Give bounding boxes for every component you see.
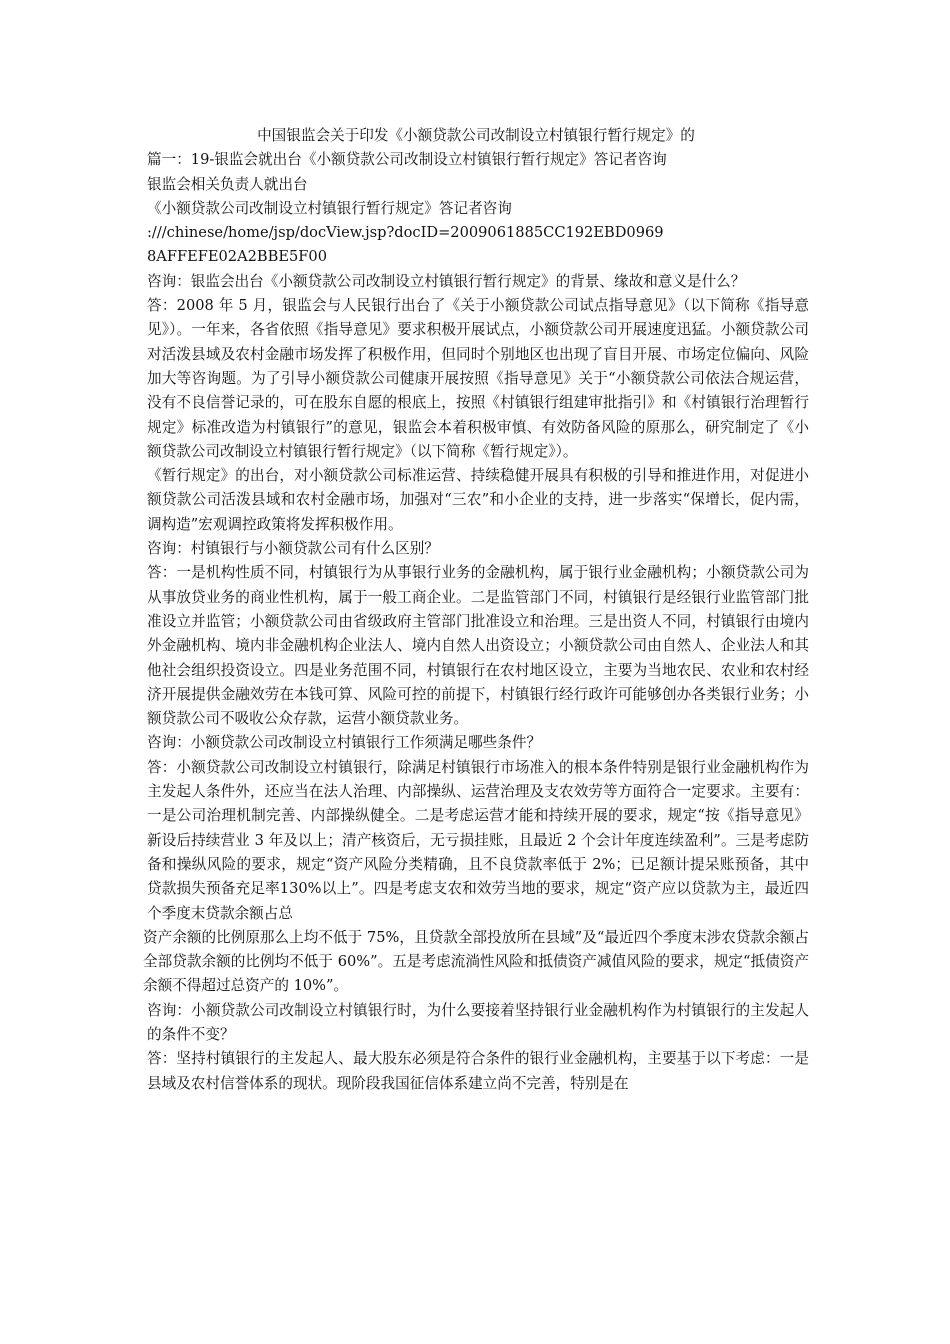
question-paragraph: 咨询：村镇银行与小额贷款公司有什么区别？ bbox=[147, 540, 439, 558]
question-paragraph: 咨询：银监会出台《小额贷款公司改制设立村镇银行暂行规定》的背景、缘故和意义是什么？ bbox=[147, 272, 746, 290]
body-paragraph: 《暂行规定》的出台，对小额贷款公司标准运营、持续稳健开展具有积极的引导和推进作用，对促进小额贷款公司活泼县域和农村金融市场，加强对“三农”和小企业的支持，进一步落实“保增长，促内需，调构造”宏观调控政策将发挥积极作用。 bbox=[147, 467, 809, 533]
answer-paragraph: 答：一是机构性质不同，村镇银行为从事银行业务的金融机构，属于银行业金融机构；小额贷款公司为从事放贷业务的商业性机构，属于一般工商企业。二是监管部门不同，村镇银行是经银行业监管部门批准设立并监管；小额贷款公司由省级政府主管部门批准设立和治理。三是出资人不同，村镇银行由境内外金融机构、境内非金融机构企业法人、境内自然人出资设立；小额贷款公司由自然人、企业法人和其他社会组织投资设立。四是业务范围不同，村镇银行在农村地区设立，主要为当地农民、农业和农村经济开展提供金融效劳在本钱可算、风险可控的前提下，村镇银行经行政许可能够创办各类银行业务；小额贷款公司不吸收公众存款，运营小额贷款业务。 bbox=[147, 564, 809, 728]
document-body bbox=[143, 124, 809, 1096]
document-line: 银监会相关负责人就出台 bbox=[147, 175, 308, 193]
document-url-line: 8AFFEFE02A2BBE5F00 bbox=[147, 248, 327, 266]
document-title: 中国银监会关于印发《小额贷款公司改制设立村镇银行暂行规定》的 bbox=[257, 127, 695, 144]
document-line: 篇一：19-银监会就出台《小额贷款公司改制设立村镇银行暂行规定》答记者咨询 bbox=[147, 151, 667, 169]
document-line: 《小额贷款公司改制设立村镇银行暂行规定》答记者咨询 bbox=[147, 199, 512, 217]
answer-paragraph: 答：小额贷款公司改制设立村镇银行，除满足村镇银行市场准入的根本条件特别是银行业金融机构作为主发起人条件外，还应当在法人治理、内部操纵、运营治理及支农效劳等方面符合一定要求。主要有：一是公司治理机制完善、内部操纵健全。二是考虑运营才能和持续开展的要求，规定“按《指导意见》新设后持续营业 3 年及以上；清产核资后，无亏损挂账，且最近 2 个会计年度连续盈利”。三是考虑防备和操纵风险的要求，规定“资产风险分类精确，且不良贷款率低于 2%；已足额计提呆账预备，其中贷款损失预备充足率130%以上”。四是考虑支农和效劳当地的要求，规定“资产应以贷款为主，最近四个季度末贷款余额占总 bbox=[147, 758, 809, 922]
question-paragraph: 咨询：小额贷款公司改制设立村镇银行工作须满足哪些条件？ bbox=[147, 734, 542, 752]
answer-paragraph: 答：坚持村镇银行的主发起人、最大股东必须是符合条件的银行业金融机构，主要基于以下考虑：一是县域及农村信誉体系的现状。现阶段我国征信体系建立尚不完善，特别是在 bbox=[147, 1050, 809, 1092]
question-paragraph: 咨询：小额贷款公司改制设立村镇银行时，为什么要接着坚持银行业金融机构作为村镇银行的主发起人的条件不变？ bbox=[147, 1001, 809, 1043]
body-paragraph: 资产余额的比例原那么上均不低于 75%，且贷款全部投放所在县域”及“最近四个季度末涉农贷款余额占全部贷款余额的比例均不低于 60%”。五是考虑流淌性风险和抵债资产减值风险的要求，规定“抵债资产余额不得超过总资产的 10%”。 bbox=[143, 928, 809, 995]
document-url-line: :///chinese/home/jsp/docView.jsp?docID=2009061885CC192EBD0969 bbox=[147, 224, 664, 242]
answer-paragraph: 答：2008 年 5 月，银监会与人民银行出台了《关于小额贷款公司试点指导意见》（以下简称《指导意见》）。一年来，各省依照《指导意见》要求积极开展试点，小额贷款公司开展速度迅猛。小额贷款公司对活泼县域及农村金融市场发挥了积极作用，但同时个别地区也出现了盲目开展、市场定位偏向、风险加大等咨询题。为了引导小额贷款公司健康开展按照《指导意见》关于“小额贷款公司依法合规运营，没有不良信誉记录的，可在股东自愿的根底上，按照《村镇银行组建审批指引》和《村镇银行治理暂行规定》标准改造为村镇银行”的意见，银监会本着积极审慎、有效防备风险的原那么，研究制定了《小额贷款公司改制设立村镇银行暂行规定》（以下简称《暂行规定》）。 bbox=[147, 297, 809, 460]
